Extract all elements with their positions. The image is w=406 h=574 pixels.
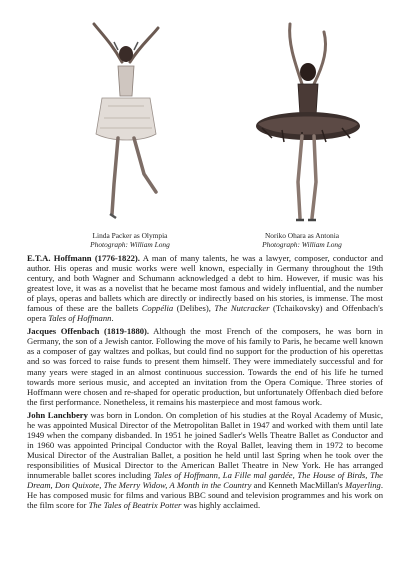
paragraph-hoffmann — [27, 253, 383, 323]
photo-section — [0, 0, 406, 250]
body-text: . He has composed music for films and various BBC sound and television programmes and his work on the film score for — [27, 480, 383, 511]
photo-noriko-ohara — [232, 14, 382, 228]
heading-lanchbery: John Lanchbery — [27, 409, 88, 420]
title-mayerling: Mayerling — [345, 480, 381, 491]
title-nutcracker: The Nutcracker — [214, 303, 270, 314]
title-coppelia: Coppélia — [141, 303, 174, 314]
body-text: was highly acclaimed. — [181, 500, 261, 511]
title-ballet-scores: Tales of Hoffmann, La Fille mal gardée, The House of Birds, The Dream, Don Quixote, The Merry Widow, A Month in the Country — [27, 469, 383, 491]
dancer-olympia-image — [52, 14, 202, 228]
photo-linda-packer — [52, 14, 202, 228]
paragraph-offenbach — [27, 326, 383, 406]
title-tales-of-hoffmann: Tales of Hoffmann — [48, 313, 112, 324]
title-beatrix-potter: The Tales of Beatrix Potter — [88, 500, 182, 511]
caption-right — [212, 232, 392, 249]
photo-credit: Photograph: William Long — [90, 239, 170, 249]
heading-offenbach: Jacques Offenbach (1819-1880). — [27, 326, 150, 337]
heading-hoffmann: E.T.A. Hoffmann (1776-1822). — [27, 253, 140, 263]
paragraph-lanchbery — [27, 410, 383, 510]
body-text: . — [111, 313, 114, 324]
body-text: was born in London. On completion of his studies at the Royal Academy of Music, he was appointed Musical Director of the Metropolitan Ballet in 1947 and worked with them until late 1949 when the company disbanded. In 1951 he joined Sadler's Wells Theatre Ballet as Conductor and in 1960 was appointed Principal Conductor with the Royal Ballet, leaving them in 1972 to become Musical Director of the Australian Ballet, a position he held until last Spring when he took over the responsibilities of Musical Director to the American Ballet Theatre in New York. He has arranged innumerable ballet scores including — [27, 409, 383, 480]
body-text: (Tchaikovsky) and Offenbach's opera — [27, 303, 383, 324]
photo-credit: Photograph: William Long — [262, 239, 342, 249]
body-text: (Delibes), — [173, 303, 215, 314]
body-text: A man of many talents, he was a lawyer, composer, conductor and author. His operas and music works were well known, especially in Germany throughout the 19th century, and both Wagner and Schumann acknowledged a debt to him. However, if music was his greatest love, it was as a novelist that he became most famous and widely influential, and the number of plays, operas and ballets which are directly or indirectly based on his stories, is immense. The most famous of these are the ballets — [27, 253, 383, 314]
caption-name: Noriko Ohara as Antonia — [264, 231, 340, 240]
dancer-antonia-image — [232, 14, 382, 228]
caption-left — [40, 232, 220, 249]
body-text: Although the most French of the composers, he was born in Germany, the son of a Jewish cantor. Following the move of his family to Paris, he became well known as a composer of gay waltzes and polkas, but could find no support for the production of his operettas and so was forced to raise funds to present them himself. They were immediately successful and for many years were staged in an almost continuous succession. Towards the end of his life he turned towards more serious music, and accepted an invitation from the Opera Comique. Three stories of Hoffmann were chosen and re-shaped for operatic production, but unfortunately Offenbach died before the first performance. Nonetheless, it remains his masterpiece and most famous work. — [27, 326, 383, 407]
caption-name: Linda Packer as Olympia — [92, 231, 168, 240]
body-text: and Kenneth MacMillan's — [251, 480, 346, 491]
biography-text — [27, 253, 383, 513]
